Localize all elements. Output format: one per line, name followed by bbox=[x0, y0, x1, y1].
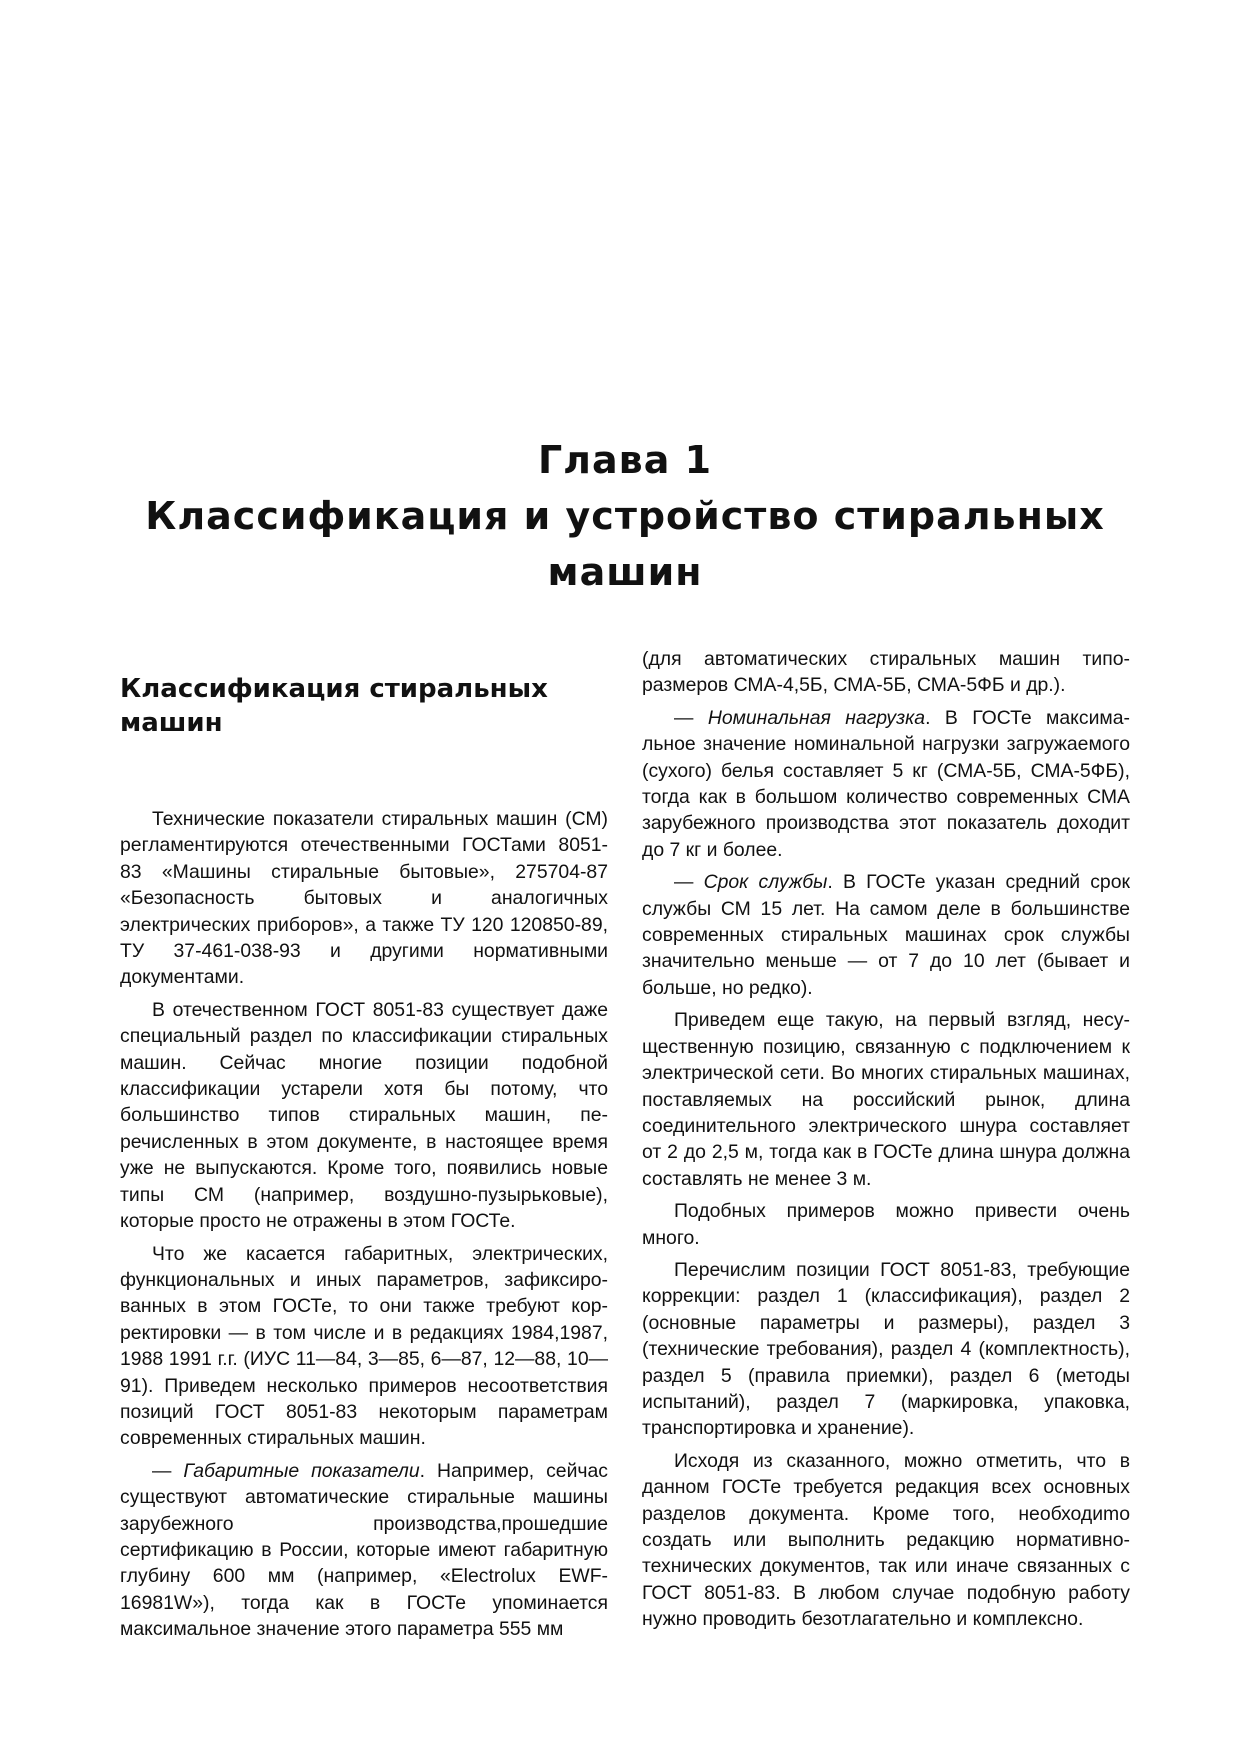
paragraph-4 bbox=[120, 1458, 608, 1643]
paragraph-4-text: . Например, сейчас существуют автоматические стиральные машины зарубежного производства,прошедшие сертификацию в России, которые имеют габаритную глубину 600 мм (например, «Electrolux EWF-16981W»), тогда как в ГОСТе упоминается максимальное значение этого параметра 555 мм bbox=[120, 1459, 608, 1641]
section-title: Классификация стиральных машин bbox=[120, 674, 548, 738]
dash: — bbox=[674, 706, 708, 729]
paragraph-conclusion: Исходя из сказанного, можно отметить, что в данном ГОСТе требуется редакция всех основных разделов документа. Кроме того, необходиmo создать или выполнить редакцию нормативно-технических документов, так или иначе связанных с ГОСТ 8051-83. В любом случае подобную работу нужно проводить безотлагательно и комплексно. bbox=[642, 1449, 1130, 1631]
chapter-heading bbox=[120, 432, 1130, 600]
paragraph-examples: Подобных примеров можно привести очень много. bbox=[642, 1200, 1130, 1249]
term-dimensions: Габаритные показатели bbox=[183, 1459, 420, 1482]
paragraph-nominal-load bbox=[642, 705, 1130, 863]
paragraph-2: В отечественном ГОСТ 8051-83 существует даже специальный раздел по классификации стиральных машин. Сейчас многие позиции подобной классификации устарели хотя бы потому, что большинство типов стиральных машин, перечисленных в этом документе, в настоящее время уже не выпускаются. Кроме того, появились новые типы СМ (например, воздушно-пузырьковые), которые просто не отражены в этом ГОСТе. bbox=[120, 998, 608, 1233]
term-nominal-load: Номинальная нагрузка bbox=[707, 706, 926, 729]
paragraph-service-life bbox=[642, 869, 1130, 1001]
dash: — bbox=[674, 871, 704, 894]
chapter-number: Глава 1 bbox=[537, 438, 713, 482]
left-column bbox=[120, 672, 608, 1649]
chapter-title-line-1: Классификация и устройство стиральных bbox=[145, 494, 1105, 538]
paragraph-3: Что же касается габаритных, электрических, функциональных и иных параметров, зафиксированных в этом ГОСТе, то они также требуют корректировки — в том числе и в редакциях 1984,1987, 1988 1991 г.г. (ИУС 11—84, 3—85, 6—87, 12—88, 10—91). Приведем несколько примеров несоответствия позиций ГОСТ 8051-83 некоторым параметрам современных стиральных машин. bbox=[120, 1242, 608, 1450]
right-column bbox=[642, 646, 1130, 1639]
paragraph-power-cord: Приведем еще такую, на первый взгляд, несущественную позицию, связанную с подключением к электрической сети. Во многих стиральных машинах, поставляемых на российский рынок, длина соединительного электрического шнура составляет от 2 до 2,5 м, тогда как в ГОСТе длина шнура должна составлять не менее 3 м. bbox=[642, 1009, 1130, 1190]
paragraph-gost-sections: Перечислим позиции ГОСТ 8051-83, требующие коррекции: раздел 1 (классификация), раздел 2 (основные параметры и размеры), раздел 3 (технические требования), раздел 4 (комплектность), раздел 5 (правила приемки), раздел 6 (методы испытаний), раздел 7 (маркировка, упаковка, транспортировка и хранение). bbox=[642, 1258, 1130, 1440]
chapter-title-line-2: машин bbox=[547, 550, 703, 594]
paragraph-continuation: (для автоматических стиральных машин типоразмеров СМА-4,5Б, СМА-5Б, СМА-5ФБ и др.). bbox=[642, 648, 1130, 697]
paragraph-1: Технические показатели стиральных машин (СМ) регламентируются отечественными ГОСТами 8051-83 «Машины стиральные бытовые», 275704-87 «Безопасность бытовых и аналогичных электрических приборов», а также ТУ 120 120850-89, ТУ 37-461-038-93 и другими нормативными документами. bbox=[120, 808, 608, 989]
dash: — bbox=[152, 1459, 184, 1482]
paragraph-service-life-text: . В ГОСТе указан средний срок службы СМ 15 лет. На самом деле в большинстве современных стиральных машинах срок службы значительно меньше — от 7 до 10 лет (бывает и больше, но редко). bbox=[642, 871, 1130, 999]
term-service-life: Срок службы bbox=[703, 871, 828, 894]
paragraph-nominal-load-text: . В ГОСТе максимальное значение номинальной нагрузки загружаемого (сухого) белья составляет 5 кг (СМА-5Б, СМА-5ФБ), тогда как в большом количество современных СМА зарубежного производства этот показатель доходит до 7 кг и более. bbox=[642, 706, 1130, 861]
